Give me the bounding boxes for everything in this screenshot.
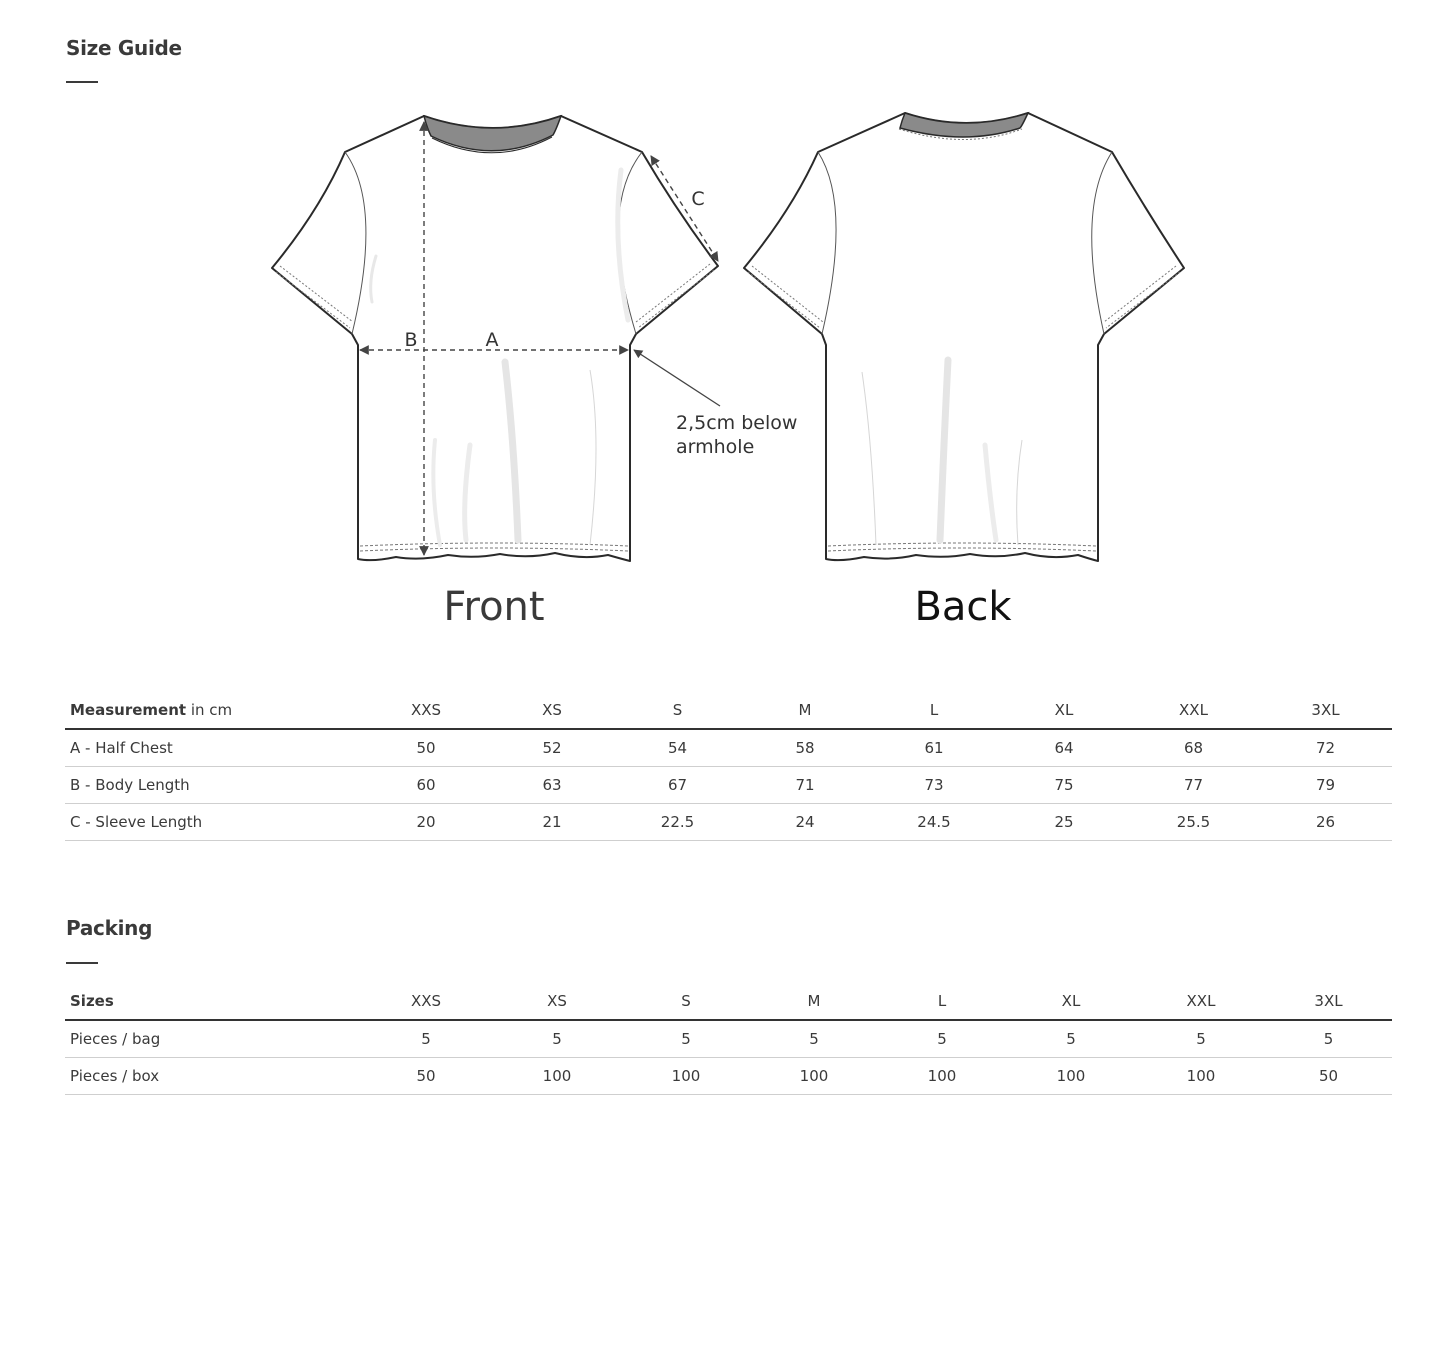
- table-cell: 73: [924, 776, 944, 794]
- table-row: [65, 767, 1392, 804]
- size-table-header-label: [65, 692, 361, 729]
- row-label: B - Body Length: [70, 776, 190, 794]
- back-shirt-drawing: [744, 113, 1184, 561]
- table-cell: 22.5: [660, 813, 695, 831]
- size-column-header: S: [672, 701, 683, 719]
- table-cell: 54: [667, 739, 688, 757]
- label-b: B: [404, 329, 418, 351]
- table-row: [65, 1020, 1392, 1058]
- table-cell: 77: [1183, 776, 1204, 794]
- table-cell: 75: [1054, 776, 1074, 794]
- size-column-header: 3XL: [1311, 701, 1340, 719]
- table-cell: 79: [1315, 776, 1336, 794]
- packing-title-rule: [66, 962, 98, 964]
- table-cell: 26: [1315, 813, 1336, 831]
- table-cell: 25: [1054, 813, 1074, 831]
- table-cell: 5: [1196, 1030, 1206, 1048]
- size-column-header: XL: [1061, 992, 1081, 1010]
- table-cell: 5: [552, 1030, 562, 1048]
- table-cell: 5: [681, 1030, 691, 1048]
- size-column-header: XS: [542, 701, 562, 719]
- table-cell: 5: [1066, 1030, 1076, 1048]
- row-label: C - Sleeve Length: [70, 813, 203, 831]
- table-cell: 25.5: [1176, 813, 1211, 831]
- table-cell: 68: [1183, 739, 1204, 757]
- table-cell: 60: [416, 776, 436, 794]
- size-column-header: M: [807, 992, 821, 1010]
- tshirt-diagram: [0, 90, 1445, 650]
- size-table: [65, 692, 1392, 841]
- size-guide-title: Size Guide: [66, 36, 182, 60]
- back-label: Back: [914, 584, 1012, 630]
- table-cell: 100: [1186, 1067, 1216, 1085]
- packing-table: [65, 983, 1392, 1095]
- sizes-header: Sizes: [70, 992, 114, 1010]
- label-c: C: [691, 188, 705, 210]
- size-column-header: L: [937, 992, 947, 1010]
- table-cell: 21: [542, 813, 562, 831]
- size-column-header: XL: [1054, 701, 1074, 719]
- row-label: Pieces / bag: [70, 1030, 161, 1048]
- armhole-note-line2: armhole: [676, 436, 755, 458]
- row-label: Pieces / box: [70, 1067, 160, 1085]
- size-column-header: L: [929, 701, 939, 719]
- front-label: Front: [443, 584, 545, 630]
- packing-table-header-row: [65, 983, 1392, 1020]
- packing-title: Packing: [66, 916, 153, 940]
- size-column-header: 3XL: [1314, 992, 1343, 1010]
- measurement-unit: in cm: [186, 701, 233, 719]
- table-cell: 71: [795, 776, 815, 794]
- measurement-header: Measurement: [70, 701, 187, 719]
- table-cell: 24.5: [917, 813, 951, 831]
- size-column-header: XXL: [1179, 701, 1208, 719]
- table-cell: 67: [667, 776, 688, 794]
- size-column-header: XXL: [1186, 992, 1216, 1010]
- table-cell: 100: [927, 1067, 957, 1085]
- armhole-note-line1: 2,5cm below: [676, 412, 798, 434]
- row-label: A - Half Chest: [70, 739, 173, 757]
- table-cell: 72: [1315, 739, 1336, 757]
- armhole-pointer-line: [634, 350, 720, 406]
- table-cell: 5: [421, 1030, 431, 1048]
- table-cell: 52: [542, 739, 562, 757]
- size-column-header: XXS: [410, 701, 442, 719]
- table-cell: 50: [416, 739, 436, 757]
- table-cell: 63: [542, 776, 562, 794]
- size-column-header: S: [681, 992, 691, 1010]
- table-row: [65, 1058, 1392, 1095]
- table-cell: 100: [671, 1067, 701, 1085]
- table-cell: 50: [1318, 1067, 1339, 1085]
- size-column-header: XS: [547, 992, 567, 1010]
- size-guide-title-rule: [66, 81, 98, 83]
- size-table-header-row: [65, 692, 1392, 729]
- size-column-header: M: [798, 701, 812, 719]
- table-cell: 5: [809, 1030, 819, 1048]
- table-cell: 5: [1323, 1030, 1334, 1048]
- table-cell: 5: [937, 1030, 947, 1048]
- table-cell: 61: [924, 739, 944, 757]
- table-cell: 100: [542, 1067, 572, 1085]
- packing-table-header-label: [65, 983, 361, 1020]
- size-column-header: XXS: [410, 992, 442, 1010]
- table-row: [65, 804, 1392, 841]
- table-row: [65, 729, 1392, 767]
- table-cell: 50: [416, 1067, 436, 1085]
- table-cell: 100: [799, 1067, 829, 1085]
- label-a: A: [485, 329, 499, 351]
- table-cell: 58: [795, 739, 815, 757]
- table-cell: 24: [795, 813, 815, 831]
- table-cell: 100: [1056, 1067, 1086, 1085]
- table-cell: 20: [416, 813, 436, 831]
- table-cell: 64: [1054, 739, 1074, 757]
